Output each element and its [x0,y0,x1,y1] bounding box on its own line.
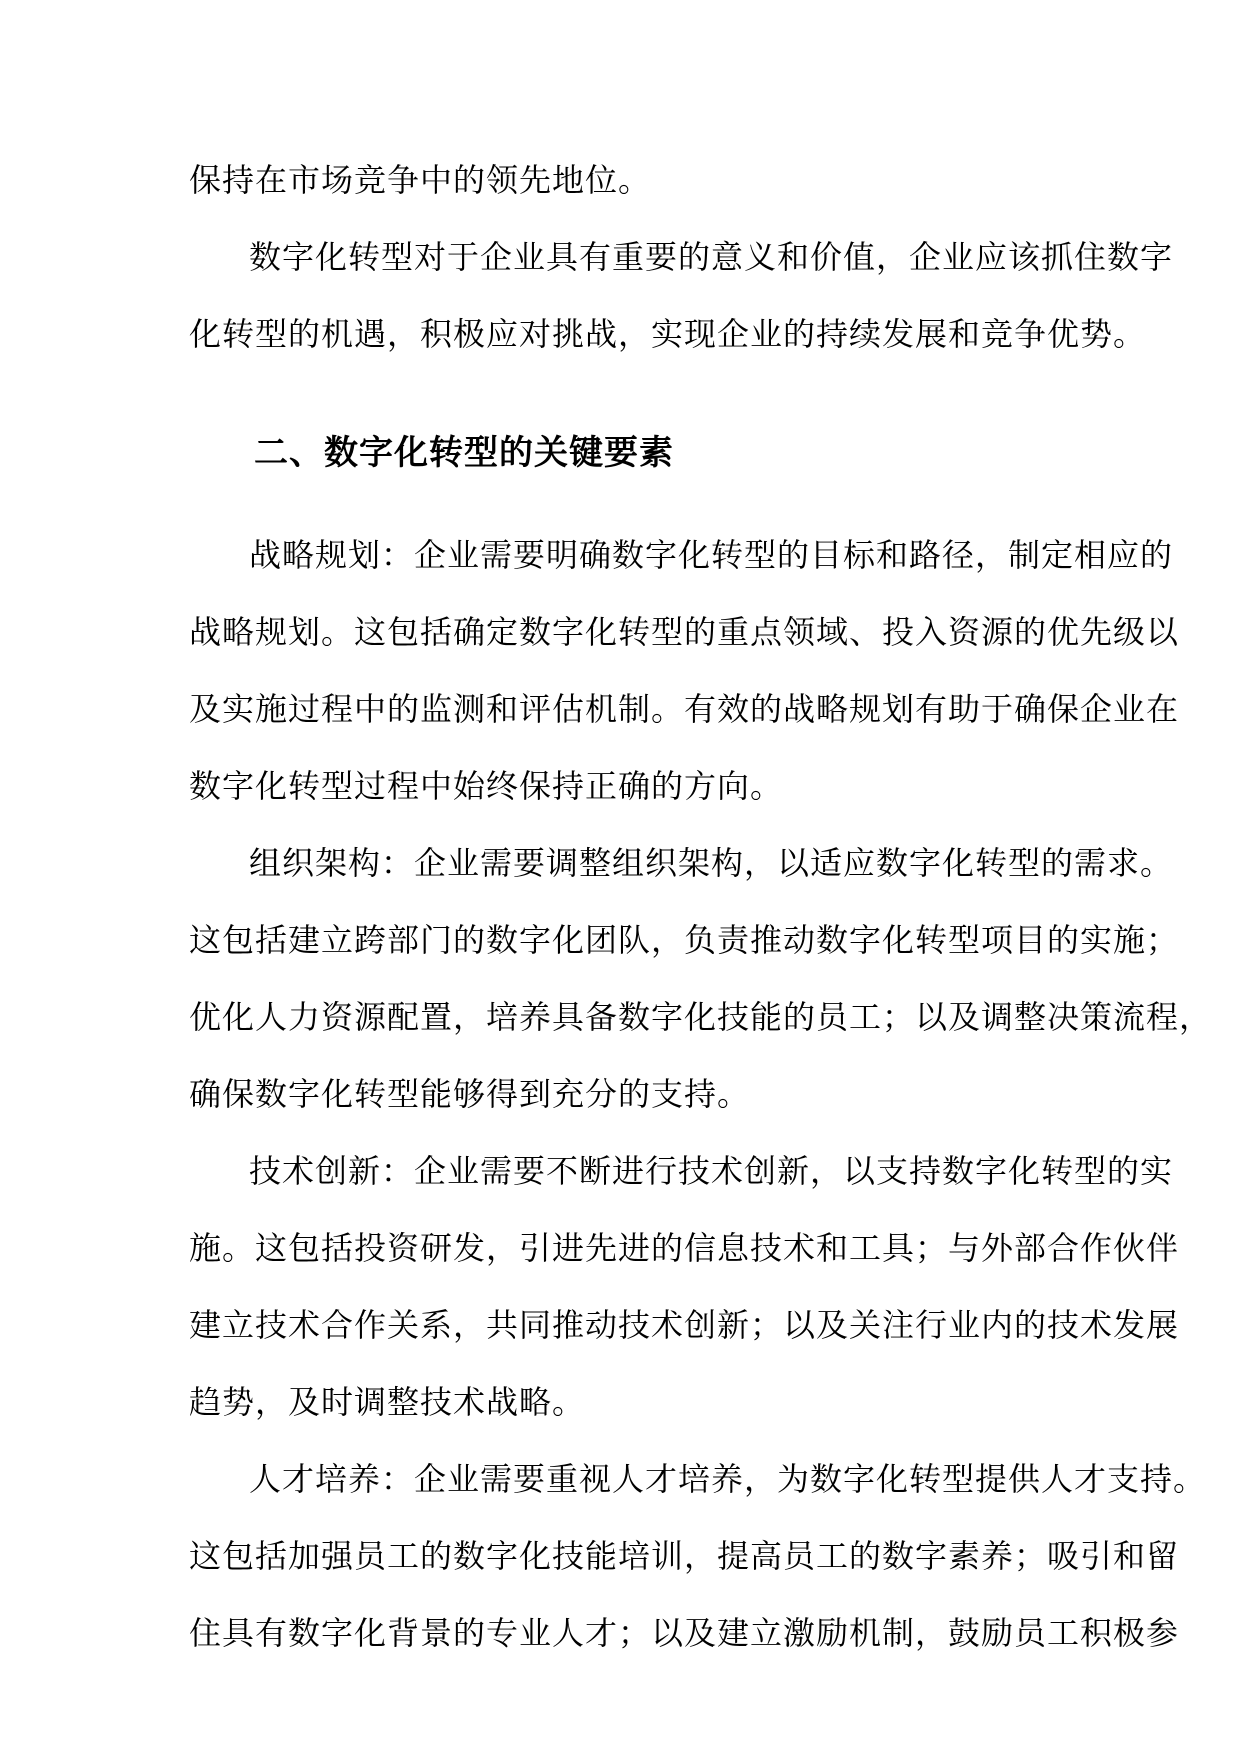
text-line: 建立技术合作关系，共同推动技术创新；以及关注行业内的技术发展 [189,1306,1180,1344]
text-line: 确保数字化转型能够得到充分的支持。 [189,1075,751,1113]
text-line: 人才培养：企业需要重视人才培养，为数字化转型提供人才支持。 [249,1460,1207,1498]
text-line: 组织架构：企业需要调整组织架构，以适应数字化转型的需求。 [249,844,1174,882]
text-line: 趋势，及时调整技术战略。 [189,1383,586,1421]
paragraph-technology [189,1133,1180,1441]
text-line: 优化人力资源配置，培养具备数字化技能的员工；以及调整决策流程， [189,998,1213,1036]
document-body [189,142,1213,1672]
text-line: 数字化转型对于企业具有重要的意义和价值，企业应该抓住数字 [249,238,1174,276]
text-line: 及实施过程中的监测和评估机制。有效的战略规划有助于确保企业在 [189,690,1180,728]
text-line: 施。这包括投资研发，引进先进的信息技术和工具；与外部合作伙伴 [189,1229,1180,1267]
text-line: 战略规划：企业需要明确数字化转型的目标和路径，制定相应的 [249,536,1174,574]
text-line: 数字化转型过程中始终保持正确的方向。 [189,767,784,805]
paragraph-talent [189,1441,1207,1672]
text-line: 化转型的机遇，积极应对挑战，实现企业的持续发展和竞争优势。 [189,315,1147,353]
text-line: 这包括加强员工的数字化技能培训，提高员工的数字素养；吸引和留 [189,1537,1180,1575]
paragraph-organization [189,825,1213,1133]
text-line: 战略规划。这包括确定数字化转型的重点领域、投入资源的优先级以 [189,613,1180,651]
paragraph-strategy [189,517,1180,825]
paragraph-intro [189,142,1054,219]
section-heading: 二、数字化转型的关键要素 [254,433,674,473]
paragraph-conclusion [189,219,1174,373]
text-line: 这包括建立跨部门的数字化团队，负责推动数字化转型项目的实施； [189,921,1180,959]
text-line: 技术创新：企业需要不断进行技术创新，以支持数字化转型的实 [249,1152,1174,1190]
text-line: 住具有数字化背景的专业人才；以及建立激励机制，鼓励员工积极参 [189,1614,1180,1652]
text-line: 保持在市场竞争中的领先地位。 [189,161,652,199]
